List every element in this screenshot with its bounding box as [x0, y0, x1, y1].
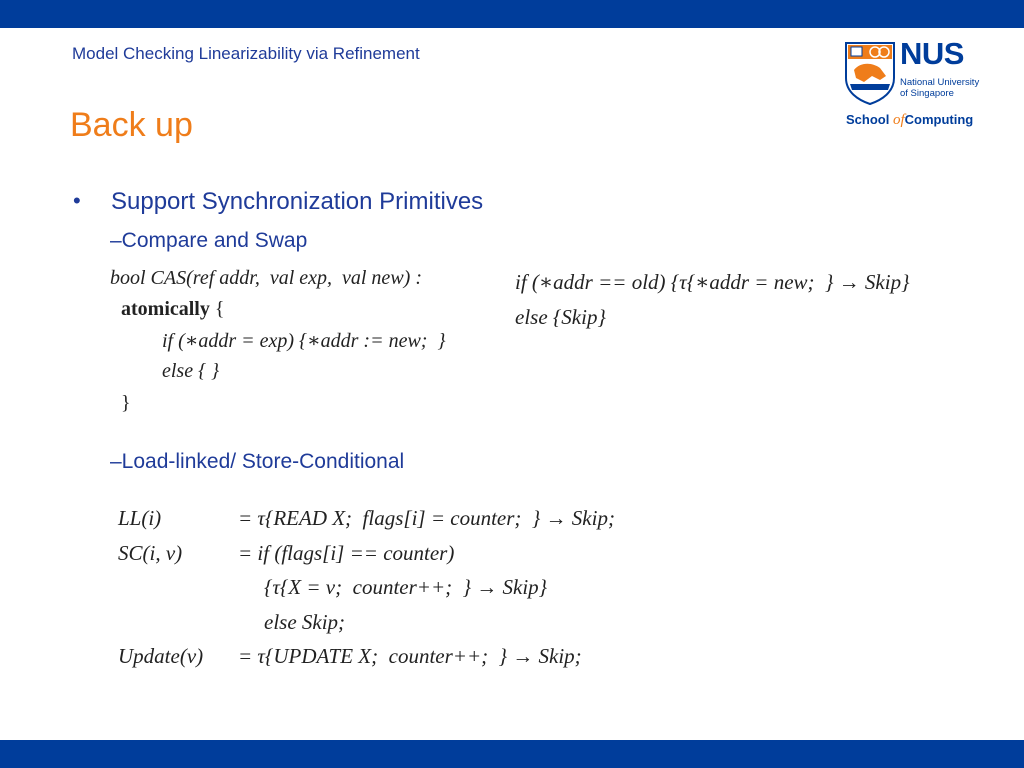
top-bar	[0, 0, 1024, 28]
cas-signature: bool CAS(ref addr, val exp, val new) :	[110, 267, 422, 289]
update-rhs: = τ{UPDATE X; counter++; } → Skip;	[238, 644, 582, 668]
nus-wordmark: NUS	[900, 36, 964, 71]
cas-model-line1: if (∗addr == old) {τ{∗addr = new; } → Skip}	[515, 270, 910, 294]
of-word: of	[892, 112, 905, 128]
sc-line3: else Skip;	[264, 610, 346, 634]
ll-rhs: = τ{READ X; flags[i] = counter; } → Skip;	[238, 506, 615, 530]
cas-else-line: else { }	[162, 360, 220, 382]
school-of-computing	[846, 112, 973, 129]
cas-model-line2: else {Skip}	[515, 305, 606, 329]
atomically-keyword: atomically	[121, 298, 210, 320]
bottom-bar	[0, 740, 1024, 768]
nus-full-name	[900, 77, 979, 99]
bullet-marker: •	[73, 188, 81, 213]
school-word: School	[846, 112, 890, 127]
nus-name-line2: of Singapore	[900, 88, 954, 99]
atomically-brace: {	[209, 298, 225, 320]
sub-bullet-llsc: –Load-linked/ Store-Conditional	[110, 450, 405, 473]
cas-atomically-line	[121, 298, 224, 321]
sc-rhs: = if (flags[i] == counter)	[238, 541, 455, 565]
cas-close-brace: }	[121, 392, 131, 414]
sub-bullet-cas: –Compare and Swap	[110, 229, 308, 252]
bullet-text: Support Synchronization Primitives	[111, 188, 484, 215]
sc-lhs: SC(i, v)	[118, 541, 183, 565]
update-lhs: Update(v)	[118, 644, 204, 668]
slide-title: Back up	[70, 106, 193, 144]
ll-lhs: LL(i)	[118, 506, 162, 530]
cas-if-line: if (∗addr = exp) {∗addr := new; }	[162, 330, 446, 352]
computing-word: Computing	[904, 112, 974, 127]
sc-line2: {τ{X = v; counter++; } → Skip}	[264, 575, 548, 599]
slide-subtitle: Model Checking Linearizability via Refinement	[72, 44, 420, 63]
nus-name-line1: National University	[900, 77, 980, 88]
